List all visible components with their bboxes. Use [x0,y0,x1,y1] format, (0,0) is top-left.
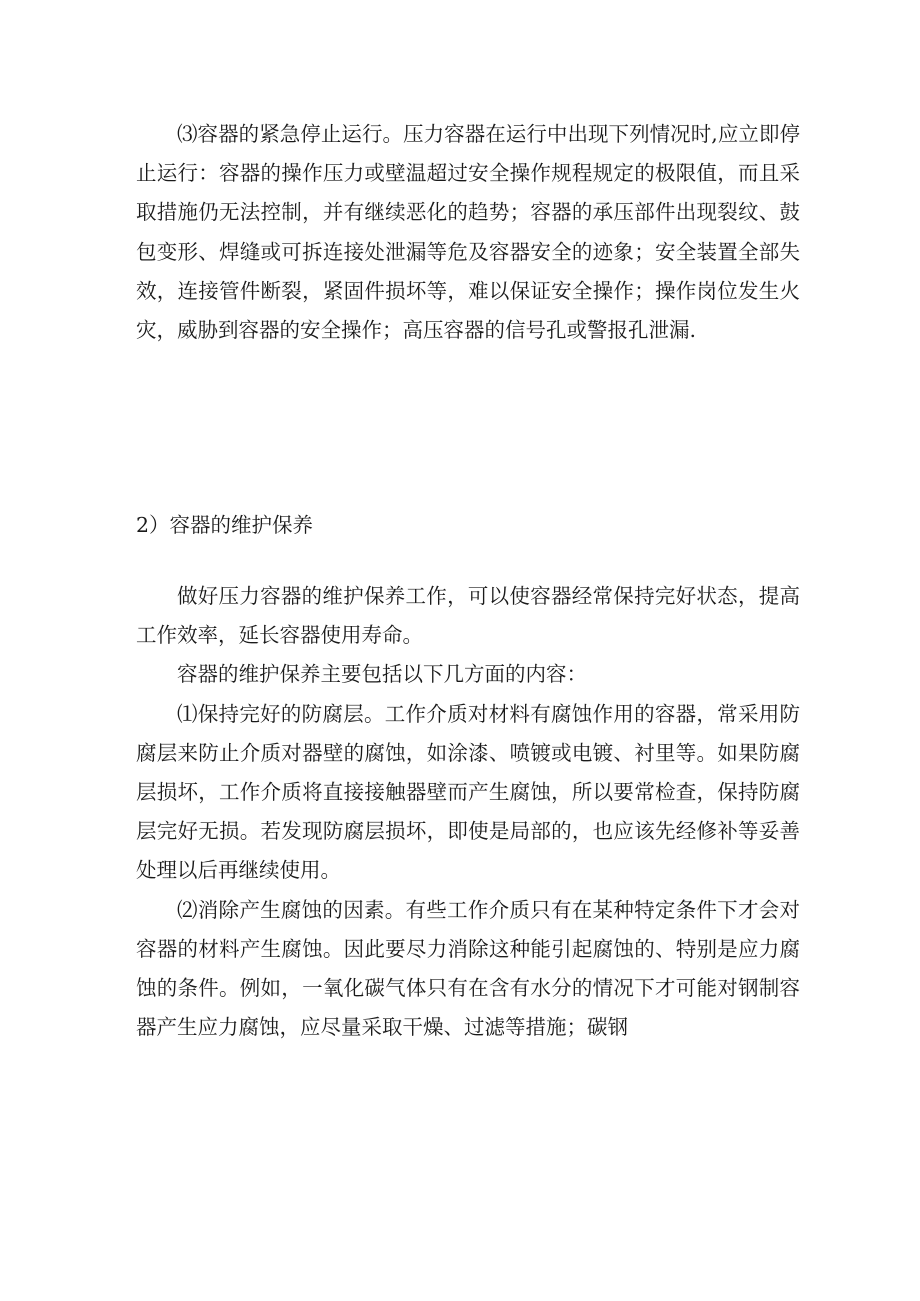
section-heading-block [136,506,800,545]
section-heading: 2）容器的维护保养 [136,513,314,537]
paragraph-corrosion-factors: ⑵消除产生腐蚀的因素。有些工作介质只有在某种特定条件下才会对容器的材料产生腐蚀。因此要尽力消除这种能引起腐蚀的、特别是应力腐蚀的条件。例如，一氧化碳气体只有在含有水分的情况下才可能对钢制容器产生应力腐蚀，应尽量采取干燥、过滤等措施；碳钢 [136,897,800,1040]
paragraph-maintenance-list-intro: 容器的维护保养主要包括以下几方面的内容： [177,662,587,687]
section-maintenance [136,577,800,1047]
section-emergency-stop [136,115,800,350]
paragraph-emergency-stop: ⑶容器的紧急停止运行。压力容器在运行中出现下列情况时,应立即停止运行：容器的操作压力或壁温超过安全操作规程规定的极限值，而且采取措施仍无法控制，并有继续恶化的趋势；容器的承压部件出现裂纹、鼓包变形、焊缝或可拆连接处泄漏等危及容器安全的迹象；安全装置全部失效，连接管件断裂，紧固件损坏等，难以保证安全操作；操作岗位发生火灾，威胁到容器的安全操作；高压容器的信号孔或警报孔泄漏. [136,122,800,343]
paragraph-maintenance-intro: 做好压力容器的维护保养工作，可以使容器经常保持完好状态，提高工作效率，延长容器使用寿命。 [136,584,800,648]
paragraph-anticorrosion-layer: ⑴保持完好的防腐层。工作介质对材料有腐蚀作用的容器，常采用防腐层来防止介质对器壁的腐蚀，如涂漆、喷镀或电镀、衬里等。如果防腐层损坏，工作介质将直接接触器壁而产生腐蚀，所以要常检查，保持防腐层完好无损。若发现防腐层损坏，即使是局部的，也应该先经修补等妥善处理以后再继续使用。 [136,701,800,883]
